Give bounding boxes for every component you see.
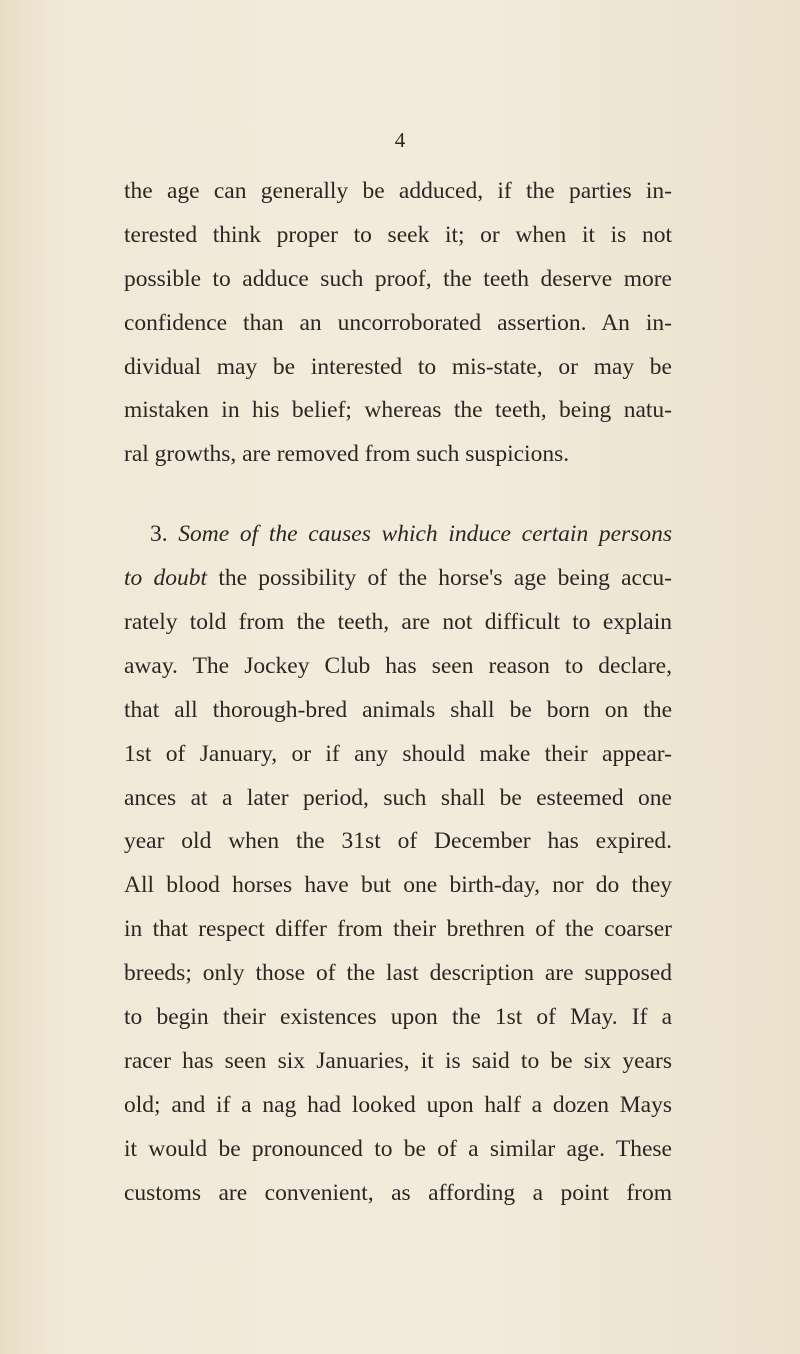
text-line: mistaken in his belief; whereas the teeth, being natu- (124, 397, 672, 424)
text-line: the age can generally be adduced, if the parties in- (124, 178, 672, 204)
text-line (124, 557, 672, 601)
text-line: it would be pronounced to be of a similar age. These (124, 1135, 672, 1162)
text-line: possible to adduce such proof, the teeth deserve more (124, 265, 672, 292)
body-text (124, 170, 672, 1215)
paragraph-gap (124, 477, 672, 513)
text-line: dividual may be interested to mis-state, or may be (124, 353, 672, 380)
paragraph-1 (124, 170, 672, 477)
text-line: rately told from the teeth, are not difficult to explain (124, 609, 672, 636)
text-line: customs are convenient, as affording a point from (124, 1179, 672, 1206)
text-line: 1st of January, or if any should make their appear- (124, 740, 672, 767)
italic-heading-continued: to doubt (124, 565, 208, 592)
text-line: year old when the 31st of December has expired. (124, 828, 672, 855)
text-line: in that respect differ from their brethren of the coarser (124, 916, 672, 943)
text-line: confidence than an uncorroborated assertion. An in- (124, 309, 672, 336)
page-number: 4 (394, 128, 406, 152)
text-line: old; and if a nag had looked upon half a dozen Mays (124, 1091, 672, 1118)
text-line: All blood horses have but one birth-day, nor do they (124, 872, 672, 899)
text-line: terested think proper to seek it; or when it is not (124, 221, 672, 248)
text-line-rest: the possibility of the horse's age being accu- (207, 565, 672, 592)
text-line: ances at a later period, such shall be esteemed one (124, 784, 672, 811)
section-number: 3. (150, 521, 168, 548)
text-line: ral growths, are removed from such suspicions. (124, 441, 570, 468)
italic-heading: Some of the causes which induce certain persons (178, 521, 672, 548)
text-line: that all thorough-bred animals shall be born on the (124, 696, 672, 723)
text-line: breeds; only those of the last description are supposed (124, 960, 672, 987)
text-line: to begin their existences upon the 1st of May. If a (124, 1004, 672, 1031)
paragraph-2 (124, 513, 672, 1215)
text-line: away. The Jockey Club has seen reason to declare, (124, 652, 672, 679)
text-line: racer has seen six Januaries, it is said to be six years (124, 1047, 672, 1074)
paragraph-heading-line (124, 513, 672, 557)
